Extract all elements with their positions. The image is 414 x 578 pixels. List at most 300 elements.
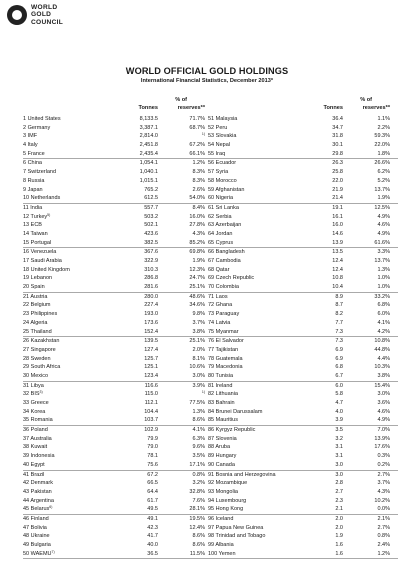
- tonnes-value: 34.7: [332, 124, 343, 131]
- table-row: [23, 310, 213, 319]
- tonnes-value: 382.5: [144, 239, 158, 246]
- country-name: 42 Denmark: [23, 480, 53, 487]
- reserves-pct-value: 0.3%: [377, 453, 390, 460]
- tonnes-value: 8.2: [335, 311, 343, 318]
- country-name: 26 Kazakhstan: [23, 338, 60, 345]
- country-name: 24 Algeria: [23, 319, 48, 326]
- tonnes-value: 557.7: [144, 204, 158, 211]
- tonnes-value: 612.5: [144, 195, 158, 202]
- table-row: [208, 124, 398, 133]
- tonnes-value: 127.4: [144, 346, 158, 353]
- tonnes-value: 6.7: [335, 372, 343, 379]
- reserves-pct-value: 4.6%: [377, 408, 390, 415]
- reserves-pct-value: 3.7%: [192, 319, 205, 326]
- tonnes-value: 6.8: [335, 364, 343, 371]
- table-row: [208, 230, 398, 239]
- country-name: 48 Ukraine: [23, 533, 50, 540]
- reserves-pct-value: 25.1%: [189, 338, 205, 345]
- country-name: 64 Jordan: [208, 230, 233, 237]
- tonnes-value: 14.6: [332, 230, 343, 237]
- tonnes-value: 2.3: [335, 497, 343, 504]
- country-name: 95 Hong Kong: [208, 506, 244, 513]
- country-name: 32 BIS$^{3)}$: [23, 390, 43, 398]
- tonnes-value: 12.4: [332, 258, 343, 264]
- table-row: [208, 328, 398, 338]
- country-name: 93 Mongolia: [208, 488, 238, 495]
- country-name: 2 Germany: [23, 124, 51, 131]
- tonnes-value: 79.0: [147, 444, 158, 451]
- tonnes-value: 64.4: [147, 488, 158, 495]
- footnote-marker: 7): [51, 549, 55, 554]
- table-row: [208, 541, 398, 550]
- reserves-pct-value: 11.5%: [189, 550, 205, 557]
- table-row: [208, 310, 398, 319]
- footnote-marker: 3): [39, 390, 43, 395]
- table-row: [23, 159, 213, 168]
- table-row: [23, 390, 213, 399]
- country-name: 97 Papua New Guinea: [208, 524, 264, 531]
- tonnes-value: 3.2: [335, 435, 343, 442]
- reserves-pct-value: 6.2%: [377, 169, 390, 176]
- table-row: [208, 416, 398, 426]
- reserves-pct-value: 77.5%: [189, 400, 205, 406]
- table-row: [208, 497, 398, 506]
- reserves-pct-value: 3.8%: [192, 328, 205, 335]
- country-name: 60 Nigeria: [208, 195, 234, 202]
- tonnes-value: 503.2: [144, 213, 158, 220]
- tonnes-value: 25.8: [332, 169, 343, 176]
- table-row: [23, 382, 213, 391]
- tonnes-value: 367.6: [144, 249, 158, 256]
- tonnes-value: 281.6: [144, 284, 158, 291]
- table-row: [208, 168, 398, 177]
- country-name: 89 Hungary: [208, 453, 237, 460]
- table-row: [23, 515, 213, 524]
- reserves-pct-value: 17.6%: [374, 444, 390, 451]
- country-name: 78 Guatemala: [208, 355, 243, 362]
- tonnes-value: 66.5: [147, 480, 158, 487]
- table-row: [208, 194, 398, 204]
- table-row: [208, 363, 398, 372]
- reserves-pct-value: 6.8%: [377, 302, 390, 309]
- reserves-pct-value: 12.4%: [189, 524, 205, 531]
- table-row: [23, 426, 213, 435]
- tonnes-value: 40.0: [147, 542, 158, 548]
- tonnes-value: 75.6: [147, 461, 158, 468]
- country-name: 81 Ireland: [208, 382, 233, 389]
- tonnes-value: 115.0: [144, 391, 158, 398]
- country-name: 87 Slovenia: [208, 435, 237, 442]
- table-row: [23, 443, 213, 452]
- tonnes-value: 125.7: [144, 355, 158, 362]
- country-name: 12 Turkey$^{5)}$: [23, 212, 51, 220]
- country-name: 44 Argentina: [23, 497, 54, 504]
- country-name: 34 Korea: [23, 408, 46, 415]
- country-name: 96 Iceland: [208, 515, 234, 522]
- country-name: 38 Kuwait: [23, 444, 48, 451]
- table-row: [23, 337, 213, 346]
- reserves-pct-value: 19.5%: [189, 515, 205, 522]
- table-row: [208, 248, 398, 257]
- tonnes-value: 78.1: [147, 453, 158, 460]
- reserves-pct-value: 3.3%: [377, 249, 390, 256]
- reserves-pct-value: 1.0%: [377, 275, 390, 282]
- country-name: 83 Bahrain: [208, 400, 235, 406]
- table-row: [23, 479, 213, 488]
- table-row: [23, 248, 213, 257]
- page-subtitle: International Financial Statistics, December 2013*: [140, 78, 274, 84]
- tonnes-value: 41.7: [147, 533, 158, 540]
- page-title: WORLD OFFICIAL GOLD HOLDINGS: [125, 66, 289, 76]
- table-row: [208, 355, 398, 364]
- table-row: [23, 293, 213, 302]
- logo-line-1: WORLD: [31, 4, 58, 11]
- country-name: 19 Lebanon: [23, 275, 53, 282]
- reserves-pct-value: 4.2%: [377, 328, 390, 335]
- table-row: [23, 230, 213, 239]
- table-row: [23, 283, 213, 293]
- table-row: [208, 266, 398, 275]
- table-row: [208, 515, 398, 524]
- reserves-pct-value: 2.2%: [377, 124, 390, 131]
- country-name: 45 Belarus$^{6)}$: [23, 505, 53, 513]
- table-row: [208, 301, 398, 310]
- right-table-body: [208, 115, 398, 559]
- tonnes-value: 4.0: [335, 408, 343, 415]
- tonnes-value: 3.1: [335, 453, 343, 460]
- country-name: 3 IMF: [23, 133, 38, 140]
- tonnes-value: 26.3: [332, 160, 343, 167]
- table-row: [23, 168, 213, 177]
- reserves-pct-value: 4.9%: [377, 213, 390, 220]
- tonnes-value: 152.4: [144, 328, 158, 335]
- table-row: [208, 461, 398, 471]
- reserves-pct-value: 10.8%: [374, 338, 390, 345]
- reserves-pct-value: 59.3%: [374, 133, 390, 140]
- tonnes-value: 423.6: [144, 230, 158, 237]
- country-name: 37 Australia: [23, 435, 52, 442]
- table-row: [208, 399, 398, 408]
- country-name: 51 Malaysia: [208, 116, 238, 122]
- reserves-pct-value: 33.2%: [374, 293, 390, 300]
- country-name: 4 Italy: [23, 142, 38, 149]
- tonnes-value: 4.7: [335, 400, 343, 406]
- country-name: 59 Afghanistan: [208, 186, 245, 193]
- country-name: 10 Netherlands: [23, 195, 61, 202]
- table-row: [23, 363, 213, 372]
- country-name: 47 Bolivia: [23, 524, 47, 531]
- tonnes-value: 8.9: [335, 293, 343, 300]
- tonnes-value: 310.3: [144, 266, 158, 273]
- reserves-pct-value: 4.9%: [377, 230, 390, 237]
- tonnes-value: 21.4: [332, 195, 343, 202]
- table-row: [208, 346, 398, 355]
- tonnes-value: 67.2: [147, 471, 158, 478]
- country-name: 33 Greece: [23, 400, 49, 406]
- tonnes-value: 49.5: [147, 506, 158, 513]
- tonnes-value: 1.9: [335, 533, 343, 540]
- tonnes-value: 112.1: [144, 400, 158, 406]
- country-name: 27 Singapore: [23, 346, 56, 353]
- reserves-pct-value: 1.8%: [377, 150, 390, 157]
- tonnes-value: 10.8: [332, 275, 343, 282]
- reserves-pct-value: 1.3%: [377, 266, 390, 273]
- table-row: [23, 408, 213, 417]
- reserves-pct-value: 8.6%: [192, 533, 205, 540]
- tonnes-value: 8.7: [335, 302, 343, 309]
- table-row: [208, 319, 398, 328]
- country-name: 35 Romania: [23, 417, 53, 424]
- tonnes-value: 3.1: [335, 444, 343, 451]
- country-name: 6 China: [23, 160, 42, 167]
- country-name: 58 Morocco: [208, 177, 237, 184]
- tonnes-value: 116.6: [144, 382, 158, 389]
- logo-line-2: GOLD: [31, 11, 52, 19]
- table-row: [208, 452, 398, 461]
- reserves-pct-value: 3.5%: [192, 453, 205, 460]
- table-row: [23, 416, 213, 426]
- reserves-pct-value: 0.8%: [377, 533, 390, 540]
- country-name: 31 Libya: [23, 382, 44, 389]
- tonnes-value: 7.3: [335, 328, 343, 335]
- table-row: [208, 479, 398, 488]
- reserves-pct-value: 6.0%: [377, 311, 390, 318]
- country-name: 29 South Africa: [23, 364, 61, 371]
- table-row: [23, 266, 213, 275]
- reserves-pct-value: 61.6%: [374, 239, 390, 246]
- table-row: [208, 408, 398, 417]
- left-table-body: [23, 115, 213, 559]
- table-row: [208, 283, 398, 293]
- country-name: 55 Iraq: [208, 150, 226, 157]
- country-name: 43 Pakistan: [23, 488, 52, 495]
- table-row: [23, 471, 213, 480]
- tonnes-value: 16.0: [332, 222, 343, 229]
- reserves-pct-value: 3.0%: [377, 391, 390, 398]
- reserves-pct-value: 48.6%: [189, 293, 205, 300]
- table-row: [23, 239, 213, 249]
- table-row: [23, 435, 213, 444]
- tonnes-value: 21.9: [332, 186, 343, 193]
- reserves-pct-value: 34.6%: [189, 302, 205, 309]
- pct-header-bottom: reserves**: [362, 105, 390, 111]
- tonnes-value: 22.0: [332, 177, 343, 184]
- reserves-pct-value: 3.6%: [377, 400, 390, 406]
- reserves-pct-value: 13.7%: [374, 258, 390, 264]
- tonnes-value: 2.0: [335, 515, 343, 522]
- tonnes-value: 2.8: [335, 480, 343, 487]
- table-row: [208, 141, 398, 150]
- reserves-pct-value: 1.9%: [192, 258, 205, 264]
- table-row: [208, 150, 398, 160]
- tonnes-value: 3.5: [335, 427, 343, 434]
- country-name: 68 Qatar: [208, 266, 230, 273]
- table-row: [208, 532, 398, 541]
- table-row: [23, 488, 213, 497]
- reserves-pct-value: 12.3%: [189, 266, 205, 273]
- reserves-pct-value: 0.8%: [192, 471, 205, 478]
- reserves-pct-value: 5.2%: [377, 177, 390, 184]
- country-name: 15 Portugal: [23, 239, 52, 246]
- country-name: 90 Canada: [208, 461, 235, 468]
- reserves-pct-value: 4.3%: [192, 230, 205, 237]
- country-name: 63 Azerbaijan: [208, 222, 242, 229]
- reserves-pct-value: 10.6%: [189, 364, 205, 371]
- country-name: 13 ECB: [23, 222, 42, 229]
- tonnes-value: 227.4: [144, 302, 158, 309]
- table-row: [23, 150, 213, 160]
- table-row: [23, 257, 213, 266]
- tonnes-value: 1.6: [335, 550, 343, 557]
- reserves-pct-value: 1.3%: [192, 408, 205, 415]
- reserves-pct-value: 71.7%: [189, 116, 205, 122]
- tonnes-value: 502.1: [144, 222, 158, 229]
- reserves-pct-value: 3.9%: [192, 382, 205, 389]
- pct-header-bottom: reserves**: [177, 105, 205, 111]
- reserves-pct-value: 1.9%: [377, 195, 390, 202]
- reserves-pct-value: 22.0%: [374, 142, 390, 149]
- country-name: 80 Tunisia: [208, 372, 234, 379]
- reserves-pct-value: 25.1%: [189, 284, 205, 291]
- table-row: [23, 505, 213, 515]
- table-row: [23, 399, 213, 408]
- tonnes-value: 286.8: [144, 275, 158, 282]
- tonnes-value: 2.0: [335, 524, 343, 531]
- country-name: 54 Nepal: [208, 142, 231, 149]
- tonnes-value: 30.1: [332, 142, 343, 149]
- reserves-pct-value: 3.0%: [192, 372, 205, 379]
- left-column: [23, 97, 213, 559]
- tonnes-value: 42.3: [147, 524, 158, 531]
- tonnes-value: 1,054.1: [139, 160, 158, 167]
- tonnes-value: 1.6: [335, 542, 343, 548]
- reserves-pct-value: 10.2%: [374, 497, 390, 504]
- reserves-pct-value: 9.8%: [192, 311, 205, 318]
- table-row: [208, 443, 398, 452]
- tonnes-value: 3.0: [335, 471, 343, 478]
- reserves-pct-value: 1.0%: [377, 284, 390, 291]
- reserves-pct-value: 9.6%: [192, 444, 205, 451]
- reserves-pct-value: 1.2%: [377, 550, 390, 557]
- reserves-pct-value: 8.6%: [192, 542, 205, 548]
- table-row: [23, 194, 213, 204]
- reserves-pct-value: 54.0%: [189, 195, 205, 202]
- reserves-pct-value: 3.7%: [377, 480, 390, 487]
- table-row: [23, 132, 213, 141]
- country-name: 39 Indonesia: [23, 453, 55, 460]
- reserves-pct-value: 17.1%: [189, 461, 205, 468]
- table-row: [208, 337, 398, 346]
- table-row: [208, 524, 398, 533]
- pct-header-top: % of: [175, 97, 187, 103]
- table-row: [208, 390, 398, 399]
- reserves-pct-value: 69.8%: [189, 249, 205, 256]
- country-name: 57 Syria: [208, 169, 229, 176]
- tonnes-value: 280.0: [144, 293, 158, 300]
- country-name: 22 Belgium: [23, 302, 51, 309]
- table-row: [208, 372, 398, 382]
- table-row: [208, 488, 398, 497]
- tonnes-value: 2.1: [335, 506, 343, 513]
- table-row: [208, 257, 398, 266]
- country-name: 65 Cyprus: [208, 239, 234, 246]
- reserves-pct-value: 4.6%: [377, 222, 390, 229]
- logo-line-3: COUNCIL: [31, 18, 64, 26]
- tonnes-value: 36.5: [147, 550, 158, 557]
- reserves-pct-value: 4.1%: [192, 427, 205, 434]
- table-row: [208, 426, 398, 435]
- reserves-pct-value: 4.1%: [377, 319, 390, 326]
- tonnes-value: 193.0: [144, 311, 158, 318]
- reserves-pct-value: 1.2%: [192, 160, 205, 167]
- country-name: 46 Finland: [23, 515, 49, 522]
- table-row: [23, 141, 213, 150]
- table-row: [23, 452, 213, 461]
- table-row: [23, 319, 213, 328]
- tonnes-value: 123.4: [144, 372, 158, 379]
- table-row: [208, 186, 398, 195]
- tonnes-value: 3,387.1: [139, 124, 158, 131]
- table-row: [23, 372, 213, 382]
- country-name: 9 Japan: [23, 186, 43, 193]
- reserves-pct-value: 0.0%: [377, 506, 390, 513]
- tonnes-value: 49.1: [147, 515, 158, 522]
- tonnes-value: 13.5: [332, 249, 343, 256]
- country-name: 53 Slovakia: [208, 133, 237, 140]
- country-name: 41 Brazil: [23, 471, 45, 478]
- tonnes-header: Tonnes: [323, 105, 343, 111]
- reserves-pct-value: 24.7%: [189, 275, 205, 282]
- reserves-pct-value: 15.4%: [374, 382, 390, 389]
- tonnes-value: 61.7: [147, 497, 158, 504]
- tonnes-value: 8,133.5: [139, 116, 158, 122]
- country-name: 40 Egypt: [23, 461, 45, 468]
- reserves-pct-value: 1): [201, 390, 205, 395]
- reserves-pct-value: 8.1%: [192, 355, 205, 362]
- reserves-pct-value: 4.4%: [377, 355, 390, 362]
- reserves-pct-value: 16.0%: [189, 213, 205, 220]
- country-name: 85 Mauritius: [208, 417, 238, 424]
- right-header: [208, 97, 398, 115]
- reserves-pct-value: 67.2%: [189, 142, 205, 149]
- table-row: [23, 532, 213, 541]
- table-row: [208, 550, 398, 560]
- reserves-pct-value: 28.1%: [189, 506, 205, 513]
- country-name: 74 Latvia: [208, 319, 231, 326]
- table-row: [208, 159, 398, 168]
- country-name: 66 Bangladesh: [208, 249, 245, 256]
- country-name: 73 Paraguay: [208, 311, 240, 318]
- reserves-pct-value: 2.7%: [377, 524, 390, 531]
- table-row: [23, 115, 213, 124]
- table-row: [23, 328, 213, 338]
- table-row: [208, 274, 398, 283]
- country-name: 30 Mexico: [23, 372, 49, 379]
- country-name: 11 India: [23, 204, 43, 211]
- reserves-pct-value: 10.3%: [374, 364, 390, 371]
- table-row: [208, 471, 398, 480]
- left-header: [23, 97, 213, 115]
- table-row: [23, 221, 213, 230]
- table-row: [23, 550, 213, 560]
- table-row: [23, 301, 213, 310]
- country-name: 17 Saudi Arabia: [23, 258, 62, 264]
- country-name: 36 Poland: [23, 427, 48, 434]
- reserves-pct-value: 8.4%: [192, 204, 205, 211]
- reserves-pct-value: 44.8%: [374, 346, 390, 353]
- country-name: 67 Cambodia: [208, 258, 241, 264]
- tonnes-value: 2,451.8: [139, 142, 158, 149]
